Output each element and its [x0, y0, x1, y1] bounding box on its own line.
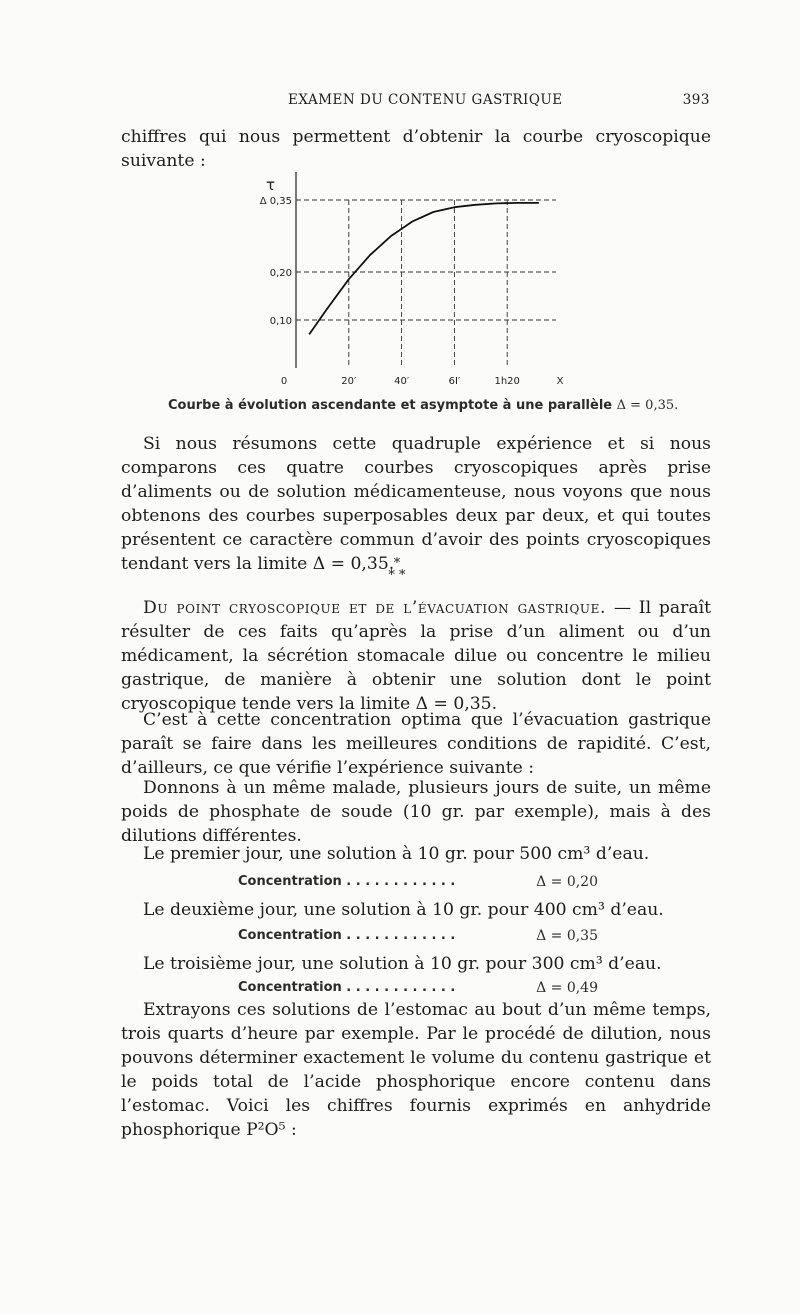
paragraph-experiment: Donnons à un même malade, plusieurs jours de suite, un même poids de phosphate de soude (10 gr. par exemple), mais à des dilutions différentes. — [121, 778, 711, 846]
section-text: — Il paraît résulter de ces faits qu’après la prise d’un aliment ou d’un médicament, la sécrétion stomacale dilue ou concentre le milieu gastrique, de manière à obtenir une solution dont le point cryoscopique tende vers la limite Δ = 0,35. — [121, 598, 711, 714]
cryoscopic-curve-chart — [240, 168, 580, 390]
x-tick-label: 0 — [280, 376, 288, 387]
concentration-label: Concentration . . . . . . . . . . . . — [238, 980, 456, 995]
x-tick-label: 1h20 — [494, 376, 520, 387]
day-2-line: Le deuxième jour, une solution à 10 gr. pour 400 cm³ d’eau. — [143, 900, 664, 920]
day-3-line: Le troisième jour, une solution à 10 gr. pour 300 cm³ d’eau. — [143, 954, 662, 974]
day-1-line: Le premier jour, une solution à 10 gr. pour 500 cm³ d’eau. — [143, 844, 650, 864]
figure-caption — [168, 398, 688, 413]
day-1-concentration — [238, 874, 598, 889]
paragraph-extraction: Extrayons ces solutions de l’estomac au bout d’un même temps, trois quarts d’heure par exemple. Par le procédé de dilution, nous pouvons déterminer exactement le volume du contenu gastrique et le poids total de l’acide phosphorique encore contenu dans l’estomac. Voici les chiffres fournis exprimés en anhydride phosphorique P²O⁵ : — [121, 1000, 711, 1140]
caption-text: Courbe à évolution ascendante et asymptote à une parallèle — [168, 398, 613, 413]
concentration-label: Concentration . . . . . . . . . . . . — [238, 874, 456, 889]
asterism-bottom: * * — [388, 568, 406, 583]
y-tick-label: 0,20 — [269, 268, 292, 279]
concentration-value: Δ = 0,35 — [536, 928, 598, 944]
concentration-label: Concentration . . . . . . . . . . . . — [238, 928, 456, 943]
day-2-concentration — [238, 928, 598, 943]
curve-line — [309, 203, 539, 335]
concentration-value: Δ = 0,49 — [536, 980, 598, 996]
asterism-top: * — [393, 556, 401, 571]
paragraph-concentration: C’est à cette concentration optima que l’évacuation gastrique paraît se faire dans les meilleures conditions de rapidité. C’est, d’ailleurs, ce que vérifie l’expérience suivante : — [121, 710, 711, 778]
x-tick-label: 40′ — [394, 376, 410, 387]
y-axis-label: τ — [266, 176, 276, 194]
concentration-value: Δ = 0,20 — [536, 874, 598, 890]
caption-math: Δ = 0,35. — [616, 398, 679, 413]
section-paragraph — [121, 596, 711, 716]
page-number: 393 — [682, 92, 710, 108]
y-tick-label: 0,10 — [269, 316, 292, 327]
x-tick-label: 20′ — [341, 376, 357, 387]
y-tick-label: Δ 0,35 — [259, 196, 292, 207]
x-tick-label: X — [556, 376, 564, 387]
header-title: EXAMEN DU CONTENU GASTRIQUE — [288, 92, 563, 108]
intro-line: chiffres qui nous permettent d’obtenir la courbe cryoscopique suivante : — [121, 127, 711, 171]
day-3-concentration — [238, 980, 598, 995]
asterism — [372, 558, 422, 588]
section-heading: Du point cryoscopique et de l’évacuation gastrique. — [143, 598, 607, 618]
paragraph-summary: Si nous résumons cette quadruple expérience et si nous comparons ces quatre courbes cryoscopiques après prise d’aliments ou de solution médicamenteuse, nous voyons que nous obtenons des courbes superposables deux par deux, et qui toutes présentent ce caractère commun d’avoir des points cryoscopiques tendant vers la limite Δ = 0,35. — [121, 434, 711, 574]
x-tick-label: 6I′ — [448, 376, 461, 387]
